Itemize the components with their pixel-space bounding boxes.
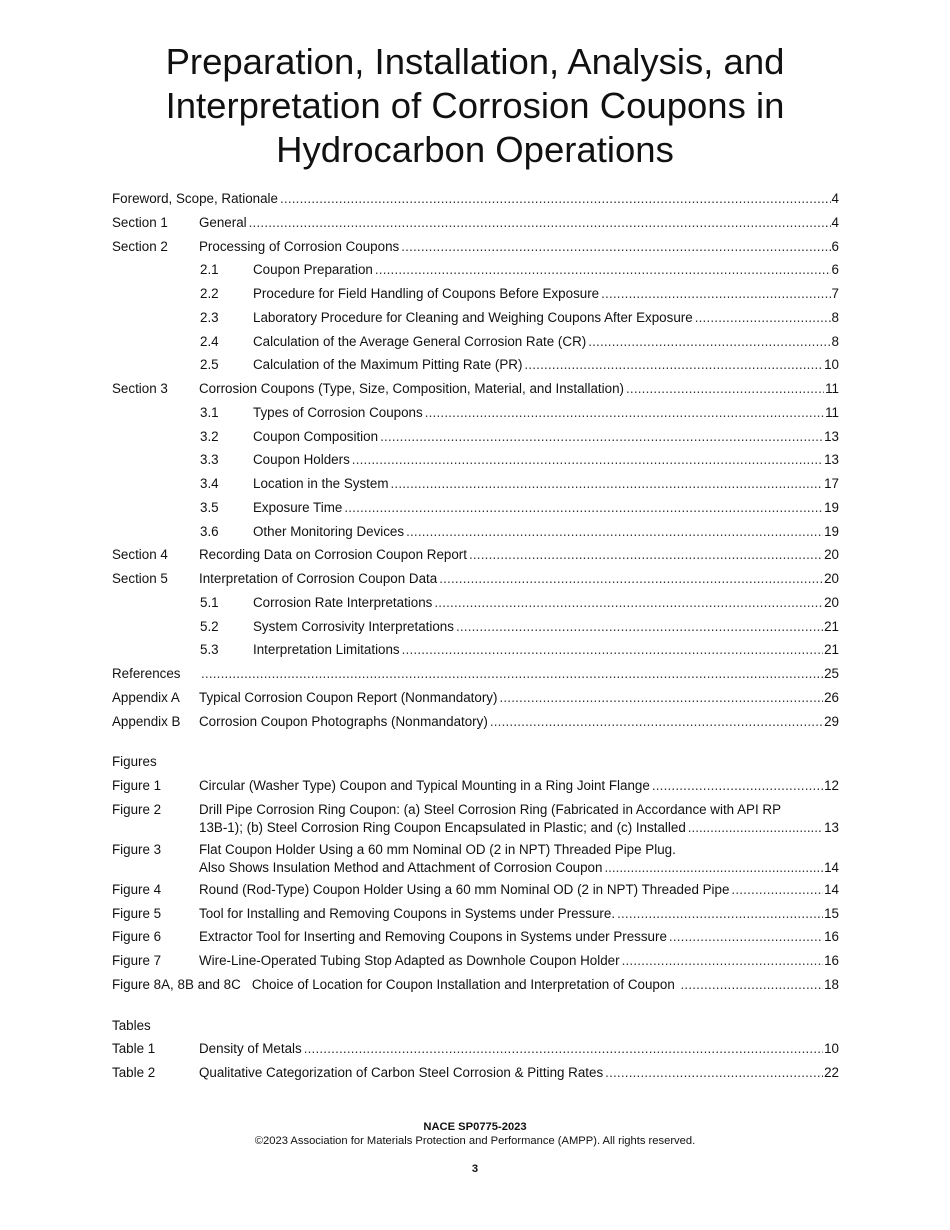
toc-entry-page: 29 — [824, 713, 839, 729]
toc-entry-number: 5.3 — [200, 642, 219, 658]
toc-entry-text: Coupon Composition — [253, 428, 379, 444]
table-label: Table 2 — [112, 1065, 156, 1080]
figure-label: Figure 6 — [112, 929, 162, 945]
toc-entry-number: 5.1 — [200, 594, 219, 610]
toc-entry-page: 20 — [824, 594, 839, 610]
figure-entry-3[interactable] — [112, 840, 839, 880]
dot-leader — [601, 284, 830, 303]
figure-title-line-2: 13B-1); (b) Steel Corrosion Ring Coupon Encapsulated in Plastic; and (c) Installed — [199, 819, 686, 835]
figure-page: 16 — [824, 953, 839, 968]
toc-entry-number: 2.3 — [200, 309, 219, 325]
figure-title-line-1: Flat Coupon Holder Using a 60 mm Nominal OD (2 in NPT) Threaded Pipe Plug. — [199, 841, 676, 857]
toc-entry-page: 17 — [824, 476, 839, 491]
figure-label: Figure 3 — [112, 841, 162, 857]
toc-entry-text: Processing of Corrosion Coupons — [199, 238, 400, 254]
dot-leader — [626, 379, 824, 398]
dot-leader — [524, 355, 823, 374]
toc-entry-5-3[interactable] — [112, 640, 839, 664]
toc-entry-text: Corrosion Coupons (Type, Size, Composition, Material, and Installation) — [199, 381, 624, 396]
dot-leader — [456, 617, 823, 636]
dot-leader — [249, 213, 831, 232]
dot-leader — [469, 545, 823, 564]
toc-entry-number: 3.3 — [200, 452, 219, 468]
spacer — [112, 999, 839, 1016]
dot-leader — [375, 260, 831, 279]
dot-leader — [390, 474, 823, 493]
figure-title-line-1: Drill Pipe Corrosion Ring Coupon: (a) Steel Corrosion Ring (Fabricated in Accordance with API RP — [199, 801, 782, 817]
figure-page: 18 — [824, 976, 839, 992]
dot-leader — [439, 569, 823, 588]
figure-label: Figure 1 — [112, 778, 162, 793]
dot-leader — [605, 1063, 823, 1082]
toc-entry-text: Typical Corrosion Coupon Report (Nonmandatory) — [199, 689, 498, 705]
toc-entry-section-3[interactable] — [112, 379, 839, 403]
toc-entry-page: 26 — [824, 689, 839, 705]
toc-entry-page: 6 — [831, 262, 839, 278]
figure-entry-6[interactable] — [112, 927, 839, 951]
toc-entry-page: 13 — [824, 428, 839, 444]
toc-entry-label: References — [112, 666, 181, 681]
page-number: 3 — [471, 1163, 479, 1175]
toc-entry-text: Foreword, Scope, Rationale — [112, 191, 278, 206]
dot-leader — [604, 858, 823, 877]
dot-leader — [434, 593, 823, 612]
toc-entry-number: 3.5 — [200, 499, 219, 515]
toc-entry-section-5[interactable] — [112, 569, 839, 593]
dot-leader — [731, 880, 823, 899]
toc-entry-3-1[interactable] — [112, 403, 839, 427]
toc-entry-text: Laboratory Procedure for Cleaning and Weighing Coupons After Exposure — [253, 309, 693, 325]
dot-leader — [352, 450, 823, 469]
toc-entry-label: Section 2 — [112, 238, 168, 254]
toc-entry-5-2[interactable] — [112, 617, 839, 641]
toc-entry-label: Section 1 — [112, 214, 168, 230]
toc-entry-text: Other Monitoring Devices — [253, 523, 405, 539]
dot-leader — [406, 522, 823, 541]
table-entry-1[interactable] — [112, 1039, 839, 1063]
toc-entry-text: Types of Corrosion Coupons — [253, 404, 423, 420]
dot-leader — [652, 776, 823, 795]
toc-entry-page: 4 — [831, 214, 839, 230]
toc-entry-appendix-a[interactable] — [112, 688, 839, 712]
table-label: Table 1 — [112, 1041, 156, 1057]
toc-entry-text: Location in the System — [253, 476, 389, 491]
toc-entry-page: 8 — [831, 333, 839, 349]
toc-entry-number: 5.2 — [200, 618, 219, 634]
toc-entry-number: 3.2 — [200, 428, 219, 444]
toc-entry-text: Corrosion Coupon Photographs (Nonmandatory) — [199, 713, 488, 729]
figure-entry-7[interactable] — [112, 951, 839, 975]
toc-entry-2-1[interactable] — [112, 260, 839, 284]
toc-entry-2-5[interactable] — [112, 355, 839, 379]
toc-entry-label: Section 4 — [112, 547, 168, 563]
toc-entry-label: Section 3 — [112, 381, 168, 396]
tables-heading: Tables — [112, 1017, 151, 1033]
figure-title: Extractor Tool for Inserting and Removing Coupons in Systems under Pressure — [199, 929, 667, 945]
toc-entry-number: 3.4 — [200, 476, 219, 491]
toc-entry-page: 11 — [825, 404, 839, 420]
figure-page: 15 — [824, 905, 839, 921]
toc-entry-page: 7 — [831, 286, 839, 301]
toc-entry-text: General — [199, 214, 247, 230]
table-of-contents — [112, 189, 839, 1087]
toc-entry-text: Coupon Holders — [253, 452, 350, 468]
toc-entry-page: 25 — [824, 666, 839, 681]
figure-label: Figure 2 — [112, 801, 162, 817]
toc-entry-appendix-b[interactable] — [112, 712, 839, 736]
toc-entry-number: 2.4 — [200, 333, 219, 349]
toc-entry-page: 13 — [824, 452, 839, 468]
toc-entry-page: 8 — [831, 309, 839, 325]
dot-leader — [280, 189, 831, 208]
toc-entry-page: 19 — [824, 523, 839, 539]
table-title: Density of Metals — [199, 1041, 302, 1057]
table-title: Qualitative Categorization of Carbon Steel Corrosion & Pitting Rates — [199, 1065, 604, 1080]
toc-entry-foreword[interactable] — [112, 189, 839, 213]
toc-entry-text: Coupon Preparation — [253, 262, 373, 278]
standard-code: NACE SP0775-2023 — [423, 1121, 527, 1133]
toc-entry-3-6[interactable] — [112, 522, 839, 546]
toc-entry-3-5[interactable] — [112, 498, 839, 522]
dot-leader — [304, 1039, 823, 1058]
table-page: 22 — [824, 1065, 839, 1080]
toc-entry-page: 4 — [831, 191, 839, 206]
dot-leader — [425, 403, 824, 422]
toc-entry-number: 2.1 — [200, 262, 219, 278]
toc-entry-page: 21 — [824, 618, 839, 634]
toc-entry-number: 2.2 — [200, 286, 219, 301]
figure-title-line-2: Also Shows Insulation Method and Attachment of Corrosion Coupon — [199, 859, 603, 875]
toc-entry-section-2[interactable] — [112, 237, 839, 261]
toc-entry-references[interactable] — [112, 664, 839, 688]
figure-label: Figure 5 — [112, 905, 162, 921]
title-line-1: Preparation, Installation, Analysis, and — [165, 41, 785, 82]
table-entry-2[interactable] — [112, 1063, 839, 1087]
dot-leader — [669, 927, 823, 946]
dot-leader — [401, 237, 830, 256]
figure-page: 12 — [824, 778, 839, 793]
dot-leader — [201, 664, 823, 683]
dot-leader — [499, 688, 823, 707]
figure-entry-2[interactable] — [112, 800, 839, 840]
title-line-3: Hydrocarbon Operations — [276, 129, 674, 170]
figure-label: Figure 4 — [112, 881, 162, 897]
toc-entry-3-3[interactable] — [112, 450, 839, 474]
toc-entry-number: 3.1 — [200, 404, 219, 420]
toc-entry-2-4[interactable] — [112, 332, 839, 356]
figure-entry-8[interactable] — [112, 975, 839, 999]
toc-entry-2-3[interactable] — [112, 308, 839, 332]
figure-page: 14 — [824, 859, 839, 875]
figure-entry-5[interactable] — [112, 904, 839, 928]
toc-entry-page: 11 — [825, 381, 839, 396]
dot-leader — [681, 975, 824, 994]
dot-leader — [695, 308, 831, 327]
toc-entry-text: Corrosion Rate Interpretations — [253, 594, 433, 610]
figure-title: Round (Rod-Type) Coupon Holder Using a 60 mm Nominal OD (2 in NPT) Threaded Pipe — [199, 881, 730, 897]
toc-entry-page: 10 — [824, 357, 839, 373]
figures-heading: Figures — [112, 754, 157, 770]
toc-entry-label: Appendix B — [112, 713, 181, 729]
dot-leader — [688, 818, 823, 837]
toc-entry-text: Interpretation of Corrosion Coupon Data — [199, 571, 438, 586]
figure-label: Figure 7 — [112, 953, 162, 968]
toc-entry-3-4[interactable] — [112, 474, 839, 498]
dot-leader — [490, 712, 823, 731]
toc-entry-3-2[interactable] — [112, 427, 839, 451]
title-line-2: Interpretation of Corrosion Coupons in — [165, 85, 785, 126]
spacer — [112, 735, 839, 752]
toc-entry-text: Procedure for Field Handling of Coupons Before Exposure — [253, 286, 600, 301]
toc-entry-text: Exposure Time — [253, 499, 343, 515]
toc-entry-section-4[interactable] — [112, 545, 839, 569]
toc-entry-text: Interpretation Limitations — [253, 642, 400, 658]
figure-title: Tool for Installing and Removing Coupons in Systems under Pressure. — [199, 905, 616, 921]
document-title — [0, 40, 950, 172]
toc-entry-2-2[interactable] — [112, 284, 839, 308]
toc-entry-page: 20 — [824, 547, 839, 563]
dot-leader — [588, 332, 830, 351]
figure-title: Figure 8A, 8B and 8C Choice of Location for Coupon Installation and Interpretation of Coupon — [112, 976, 679, 992]
figure-entry-1[interactable] — [112, 776, 839, 800]
toc-entry-page: 6 — [831, 238, 839, 254]
figure-page: 13 — [824, 819, 839, 835]
dot-leader — [622, 951, 824, 970]
dot-leader — [344, 498, 823, 517]
toc-entry-text: Calculation of the Average General Corrosion Rate (CR) — [253, 333, 587, 349]
toc-entry-section-1[interactable] — [112, 213, 839, 237]
toc-entry-label: Section 5 — [112, 571, 168, 586]
figure-page: 14 — [824, 881, 839, 897]
toc-entry-number: 3.6 — [200, 523, 219, 539]
copyright-notice: ©2023 Association for Materials Protection and Performance (AMPP). All rights reserved. — [254, 1135, 696, 1147]
toc-entry-label: Appendix A — [112, 689, 180, 705]
toc-entry-text: Recording Data on Corrosion Coupon Report — [199, 547, 467, 563]
figure-page: 16 — [824, 929, 839, 945]
toc-entry-page: 19 — [824, 499, 839, 515]
toc-entry-number: 2.5 — [200, 357, 219, 373]
figure-title: Wire-Line-Operated Tubing Stop Adapted as Downhole Coupon Holder — [199, 953, 620, 968]
toc-entry-page: 21 — [824, 642, 839, 658]
dot-leader — [617, 904, 823, 923]
toc-entry-page: 20 — [824, 571, 839, 586]
table-page: 10 — [824, 1041, 839, 1057]
figure-title: Circular (Washer Type) Coupon and Typical Mounting in a Ring Joint Flange — [199, 778, 650, 793]
toc-entry-text: Calculation of the Maximum Pitting Rate (PR) — [253, 357, 523, 373]
dot-leader — [402, 640, 823, 659]
toc-entry-text: System Corrosivity Interpretations — [253, 618, 454, 634]
dot-leader — [380, 427, 823, 446]
figure-entry-4[interactable] — [112, 880, 839, 904]
toc-entry-5-1[interactable] — [112, 593, 839, 617]
